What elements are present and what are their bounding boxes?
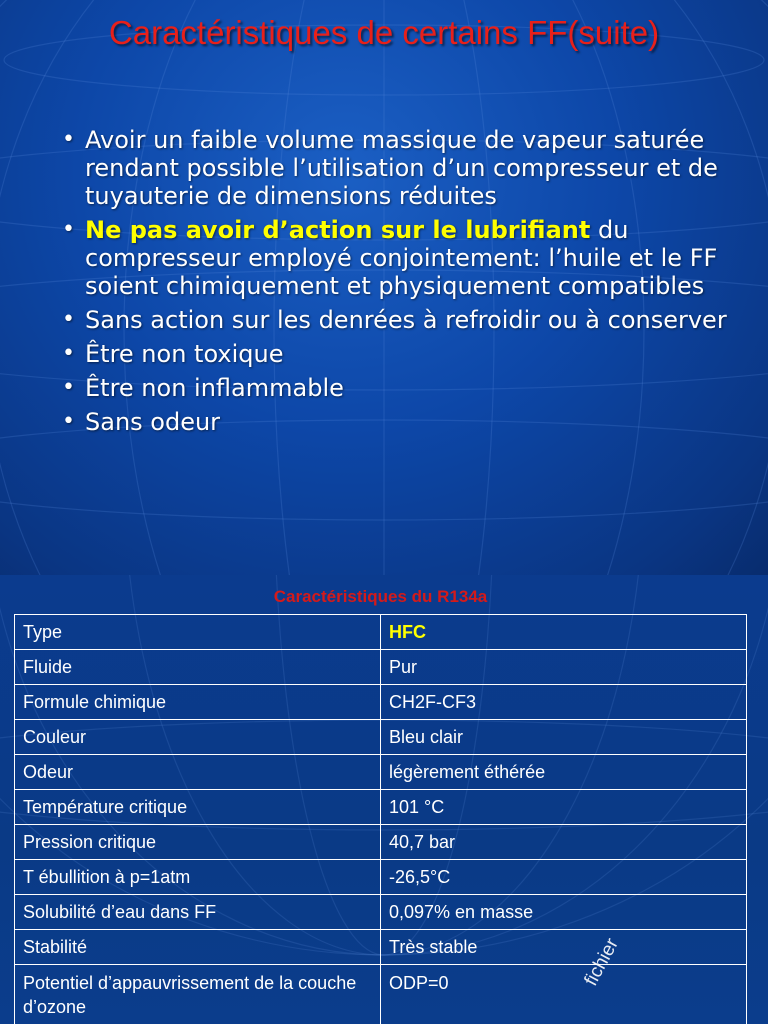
table-cell-value: HFC (381, 615, 747, 650)
bullet-highlight: Ne pas avoir d’action sur le lubrifiant (85, 216, 591, 244)
table-row (15, 685, 747, 720)
table-row (15, 615, 747, 650)
table-row (15, 755, 747, 790)
table-cell-key: Pression critique (15, 825, 381, 860)
table-cell-key: Type (15, 615, 381, 650)
table-cell-value: Pur (381, 650, 747, 685)
table-cell-value: -26,5°C (381, 860, 747, 895)
bullet-glyph: • (62, 307, 75, 332)
table-cell-value: 40,7 bar (381, 825, 747, 860)
bullet-item (62, 340, 742, 368)
table-cell-key: Température critique (15, 790, 381, 825)
table-cell-value: Très stable (381, 930, 747, 965)
bullet-list (62, 126, 742, 442)
bullet-glyph: • (62, 217, 75, 242)
table-row (15, 825, 747, 860)
table-cell-key: Solubilité d’eau dans FF (15, 895, 381, 930)
table-title: Caractéristiques du R134a (15, 580, 747, 615)
bullet-text: du compresseur employé conjointement: l’huile et le FF soient chimiquement et physiquement compatibles (85, 216, 718, 300)
table-cell-value: légèrement éthérée (381, 755, 747, 790)
watermark-text: fichier (580, 934, 623, 990)
table-cell-key: Odeur (15, 755, 381, 790)
table-row (15, 650, 747, 685)
table-row (15, 895, 747, 930)
table-cell-key: Fluide (15, 650, 381, 685)
bullet-glyph: • (62, 375, 75, 400)
bullet-text: Être non inflammable (85, 374, 344, 402)
slide-title: Caractéristiques de certains FF(suite) (108, 14, 660, 51)
table-cell-value: 0,097% en masse (381, 895, 747, 930)
table-row (15, 720, 747, 755)
table-cell-key: T ébullition à p=1atm (15, 860, 381, 895)
table-title-row (15, 580, 747, 615)
bullet-item (62, 306, 742, 334)
table-row (15, 965, 747, 1024)
bullet-text: Être non toxique (85, 340, 284, 368)
table-cell-value: 101 °C (381, 790, 747, 825)
table-row (15, 930, 747, 965)
bullet-text: Sans action sur les denrées à refroidir ou à conserver (85, 306, 727, 334)
table-cell-key: Potentiel d’appauvrissement de la couche d’ozone (15, 965, 381, 1024)
table-cell-value: ODP=0 (381, 965, 747, 1024)
bullet-item (62, 216, 742, 300)
bullet-glyph: • (62, 409, 75, 434)
bullet-item (62, 126, 742, 210)
bullet-text: Sans odeur (85, 408, 221, 436)
table-row (15, 790, 747, 825)
table-cell-key: Stabilité (15, 930, 381, 965)
table-row (15, 860, 747, 895)
bullet-glyph: • (62, 341, 75, 366)
properties-table (14, 580, 747, 1024)
table-cell-value: Bleu clair (381, 720, 747, 755)
table-cell-key: Formule chimique (15, 685, 381, 720)
bullet-glyph: • (62, 127, 75, 152)
table-cell-key: Couleur (15, 720, 381, 755)
table-cell-value: CH2F-CF3 (381, 685, 747, 720)
bullet-item (62, 374, 742, 402)
properties-panel (0, 575, 768, 1024)
bullet-text: Avoir un faible volume massique de vapeur saturée rendant possible l’utilisation d’un compresseur et de tuyauterie de dimensions réduites (85, 126, 718, 210)
bullet-item (62, 408, 742, 436)
